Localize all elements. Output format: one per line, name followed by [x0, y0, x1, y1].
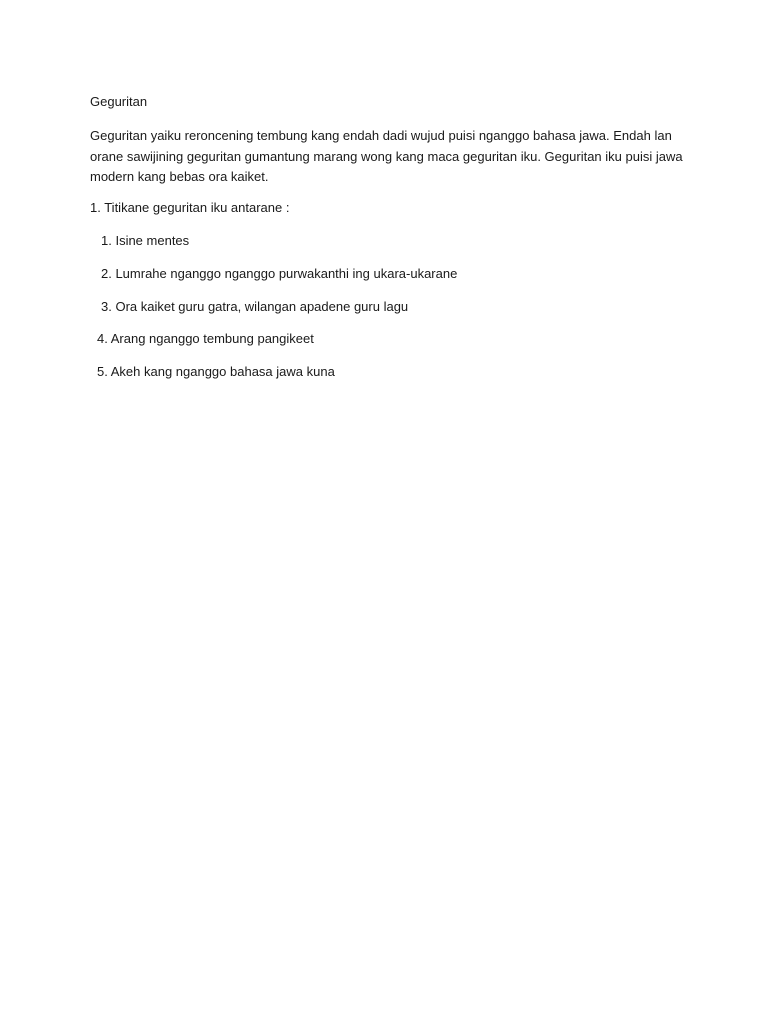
list-item: 5. Akeh kang nganggo bahasa jawa kuna — [97, 364, 335, 379]
intro-paragraph — [90, 126, 683, 188]
list-item: 2. Lumrahe nganggo nganggo purwakanthi ing ukara-ukarane — [101, 266, 458, 281]
list-item: 4. Arang nganggo tembung pangikeet — [97, 331, 314, 346]
list-item: 1. Isine mentes — [101, 233, 190, 248]
document-title: Geguritan — [90, 94, 148, 109]
intro-line: orane sawijining geguritan gumantung marang wong kang maca geguritan iku. Geguritan iku puisi jawa — [90, 148, 683, 164]
list-item: 3. Ora kaiket guru gatra, wilangan apadene guru lagu — [101, 299, 409, 314]
list-heading: 1. Titikane geguritan iku antarane : — [90, 200, 290, 215]
intro-line: modern kang bebas ora kaiket. — [90, 169, 269, 184]
intro-line: Geguritan yaiku reroncening tembung kang endah dadi wujud puisi nganggo bahasa jawa. Endah lan — [90, 128, 672, 143]
